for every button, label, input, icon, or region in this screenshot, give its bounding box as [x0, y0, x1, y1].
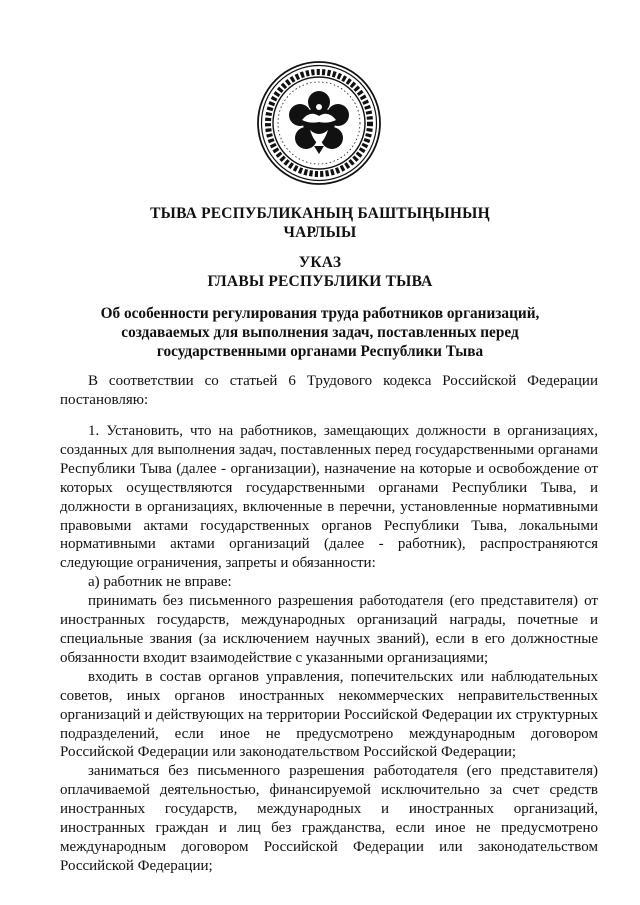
subject-line: создаваемых для выполнения задач, поставленных перед: [121, 324, 519, 341]
paragraph-intro: В соответствии со статьей 6 Трудового кодекса Российской Федерации постановляю:: [60, 373, 598, 408]
subject-line: государственными органами Республики Тыва: [156, 343, 484, 360]
coat-of-arms-emblem: [256, 60, 382, 186]
paragraph-clause-1: 1. Установить, что на работников, замещающих должности в организациях, созданных для выполнения задач, поставленных перед государственными органами Республики Тыва (далее - организации), назначение на которые и освобождение от которых осуществляются государственными органами Республики Тыва, и должности в организациях, включенные в перечни, установленные нормативными правовыми актами государственных органов Республики Тыва, локальными нормативными актами организаций (далее - работник), распространяются следующие ограничения, запреты и обязанности:: [60, 423, 598, 572]
heading-glavy: ГЛАВЫ РЕСПУБЛИКИ ТЫВА: [207, 273, 433, 290]
paragraph-paid-activity: заниматься без письменного разрешения работодателя (его представителя) оплачиваемой деятельностью, финансируемой исключительно за счет средств иностранных государств, международных и иностранных организаций, иностранных граждан и лиц без гражданства, если иное не предусмотрено международным договором Российской Федерации или законодательством Российской Федерации;: [60, 763, 598, 874]
paragraph-subclause-a: а) работник не вправе:: [88, 574, 232, 591]
heading-tyva-line1: ТЫВА РЕСПУБЛИКАНЫҢ БАШТЫҢЫНЫҢ: [150, 205, 490, 222]
main-body: [60, 422, 598, 876]
intro-block: [60, 372, 598, 410]
heading-ukaz: УКАЗ: [298, 254, 342, 271]
paragraph-awards: принимать без письменного разрешения работодателя (его представителя) от иностранных государств, международных организаций награды, почетные и специальные звания (за исключением научных званий), если в его должностные обязанности входит взаимодействие с указанными организациями;: [60, 593, 598, 666]
subject-line: Об особенности регулирования труда работников организаций,: [100, 305, 540, 322]
decree-subject: [80, 304, 560, 361]
heading-tyva-line2: ЧАРЛЫЫ: [283, 224, 357, 241]
paragraph-governance: входить в состав органов управления, попечительских или наблюдательных советов, иных органов иностранных некоммерческих неправительственных организаций и действующих на территории Российской Федерации их структурных подразделений, если иное не предусмотрено международным договором Российской Федерации или законодательством Российской Федерации;: [60, 668, 598, 761]
